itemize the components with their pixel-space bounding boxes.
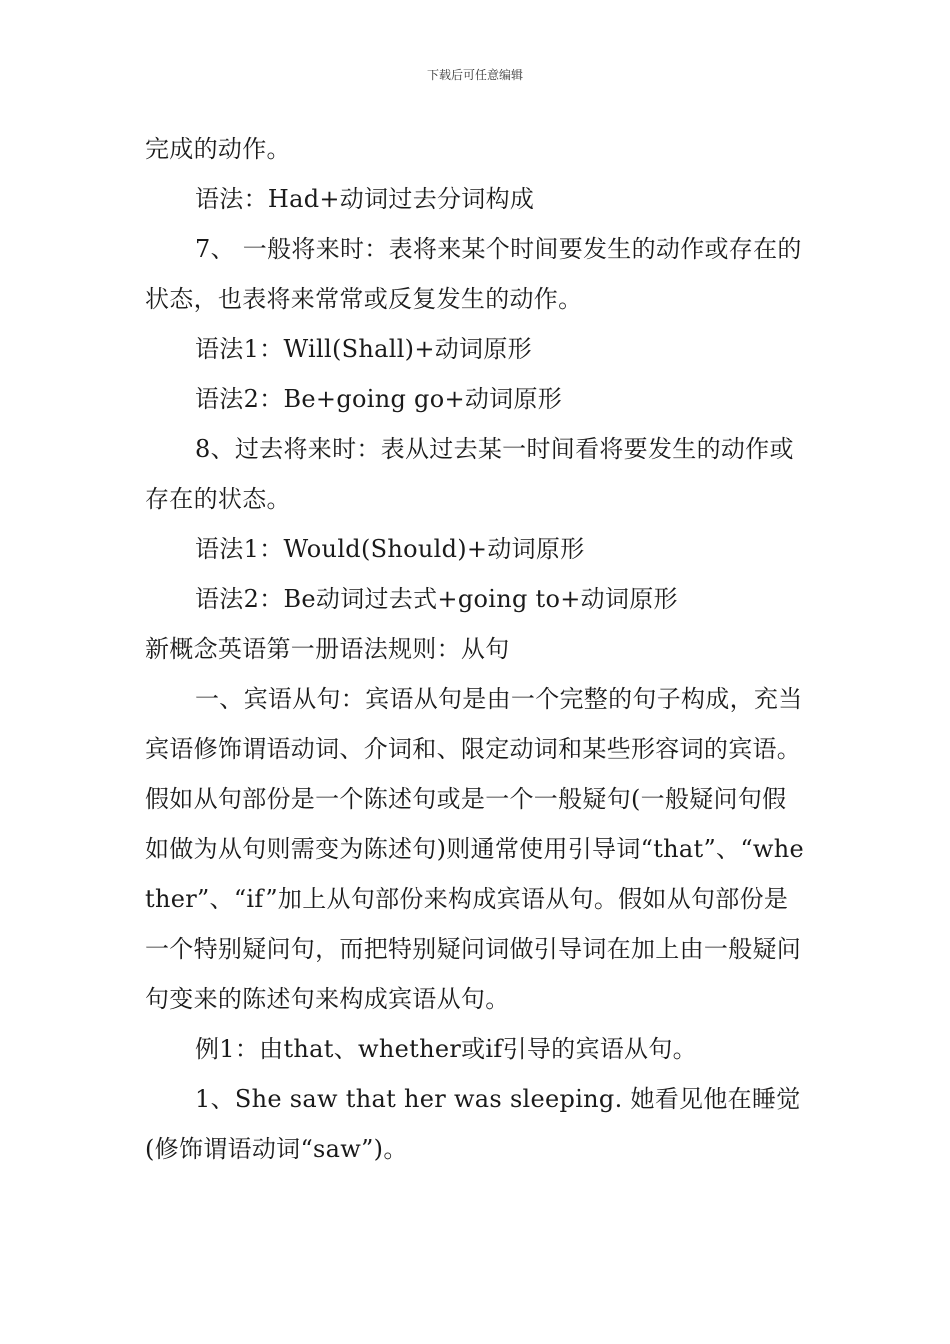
paragraph: 例1：由that、whether或if引导的宾语从句。 — [195, 1035, 697, 1063]
paragraph: 语法2：Be+going go+动词原形 — [195, 385, 563, 413]
document-body — [145, 124, 810, 1174]
paragraph: 7、 一般将来时：表将来某个时间要发生的动作或存在的状态，也表将来常常或反复发生的动作。 — [145, 235, 802, 313]
paragraph: 语法：Had+动词过去分词构成 — [195, 185, 535, 213]
paragraph: 完成的动作。 — [145, 135, 291, 163]
paragraph: 一、宾语从句：宾语从句是由一个完整的句子构成，充当宾语修饰谓语动词、介词和、限定动词和某些形容词的宾语。假如从句部份是一个陈述句或是一个一般疑句(一般疑问句假如做为从句则需变为陈述句)则通常使用引导词“that”、“whether”、“if”加上从句部份来构成宾语从句。假如从句部份是一个特别疑问句，而把特别疑问词做引导词在加上由一般疑问句变来的陈述句来构成宾语从句。 — [145, 685, 805, 1013]
paragraph: 语法1：Would(Should)+动词原形 — [195, 535, 585, 563]
paragraph: 8、过去将来时：表从过去某一时间看将要发生的动作或存在的状态。 — [145, 435, 794, 513]
section-heading: 新概念英语第一册语法规则：从句 — [145, 635, 510, 663]
paragraph: 语法2：Be动词过去式+going to+动词原形 — [195, 585, 678, 613]
paragraph: 1、She saw that her was sleeping. 她看见他在睡觉(修饰谓语动词“saw”)。 — [145, 1085, 801, 1163]
page-header: 下载后可任意编辑 — [426, 68, 523, 82]
paragraph: 语法1：Will(Shall)+动词原形 — [195, 335, 532, 363]
